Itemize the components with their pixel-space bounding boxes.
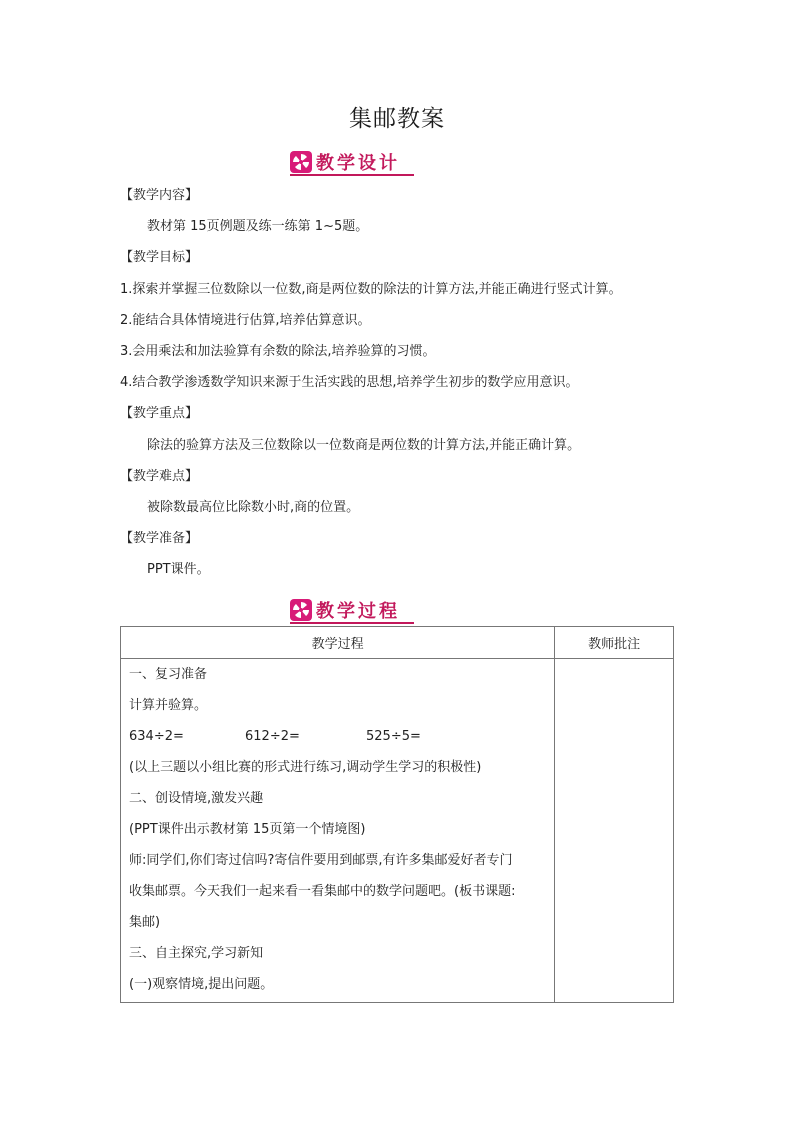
heading-content: 【教学内容】 [120, 188, 199, 203]
process-cell [121, 659, 555, 1003]
process-line: 三、自主探究,学习新知 [129, 946, 264, 961]
math-problem: 612÷2= [245, 729, 300, 744]
table-header-row [121, 627, 674, 659]
document-title: 集邮教案 [349, 106, 445, 132]
process-line: 集邮) [129, 915, 161, 930]
section-banner-design [290, 148, 400, 176]
goal-item: 1.探索并掌握三位数除以一位数,商是两位数的除法的计算方法,并能正确进行竖式计算。 [120, 282, 622, 297]
process-line: (一)观察情境,提出问题。 [129, 977, 274, 992]
pinwheel-icon [290, 599, 312, 621]
process-table [120, 626, 674, 1003]
banner-label: 教学过程 [316, 601, 400, 622]
process-line: 收集邮票。今天我们一起来看一看集邮中的数学问题吧。(板书课题: [129, 884, 516, 899]
process-line: (以上三题以小组比赛的形式进行练习,调动学生学习的积极性) [129, 760, 482, 775]
process-line: 师:同学们,你们寄过信吗?寄信件要用到邮票,有许多集邮爱好者专门 [129, 853, 513, 868]
teacher-notes-cell [555, 659, 674, 1003]
process-line: 计算并验算。 [129, 698, 208, 713]
heading-key: 【教学重点】 [120, 406, 199, 421]
column-header-process: 教学过程 [121, 627, 555, 659]
banner-underline [290, 622, 414, 624]
section-banner-process [290, 596, 400, 624]
paragraph-key: 除法的验算方法及三位数除以一位数商是两位数的计算方法,并能正确计算。 [147, 438, 581, 453]
process-line: 二、创设情境,激发兴趣 [129, 791, 264, 806]
paragraph-difficulty: 被除数最高位比除数小时,商的位置。 [147, 500, 360, 515]
goal-item: 4.结合教学渗透数学知识来源于生活实践的思想,培养学生初步的数学应用意识。 [120, 375, 579, 390]
table-row [121, 659, 674, 1003]
math-problem: 634÷2= [129, 729, 184, 744]
math-problem: 525÷5= [366, 729, 421, 744]
paragraph-content: 教材第 15页例题及练一练第 1~5题。 [147, 219, 369, 234]
heading-difficulty: 【教学难点】 [120, 469, 199, 484]
heading-prep: 【教学准备】 [120, 531, 199, 546]
process-line: (PPT课件出示教材第 15页第一个情境图) [129, 822, 366, 837]
column-header-notes: 教师批注 [555, 627, 674, 659]
process-line: 一、复习准备 [129, 667, 208, 682]
goal-item: 2.能结合具体情境进行估算,培养估算意识。 [120, 313, 371, 328]
banner-underline [290, 174, 414, 176]
paragraph-prep: PPT课件。 [147, 562, 210, 577]
banner-label: 教学设计 [316, 153, 400, 174]
heading-goals: 【教学目标】 [120, 250, 199, 265]
goal-item: 3.会用乘法和加法验算有余数的除法,培养验算的习惯。 [120, 344, 436, 359]
pinwheel-icon [290, 151, 312, 173]
